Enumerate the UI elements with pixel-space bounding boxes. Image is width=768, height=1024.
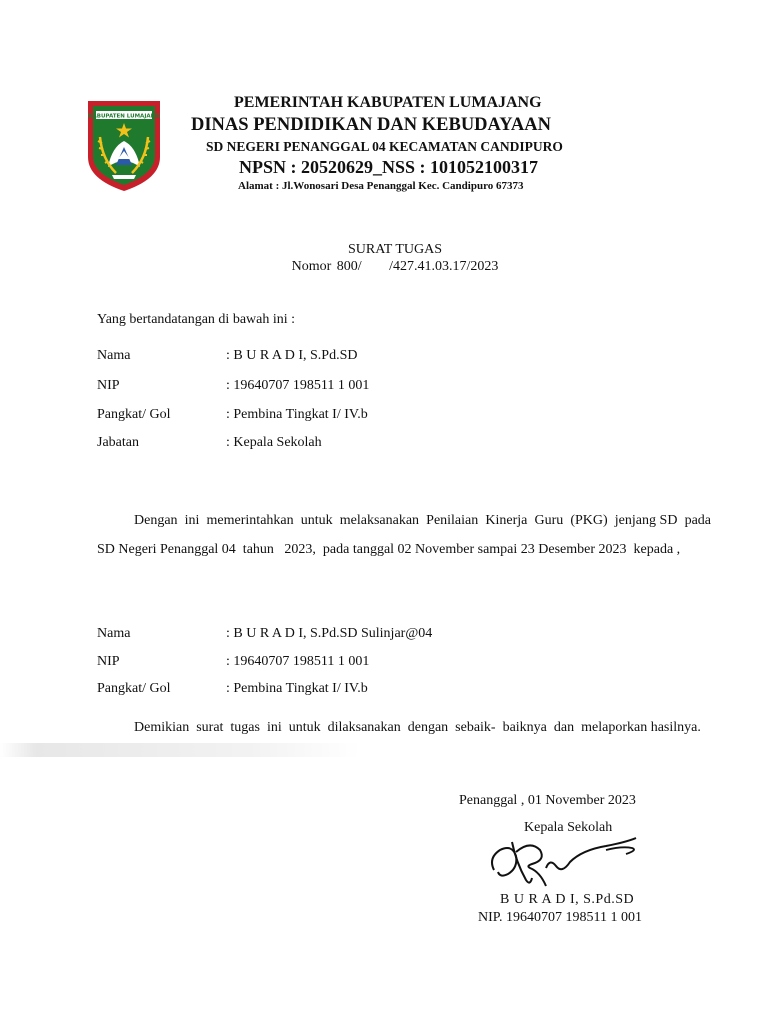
header-address: Alamat : Jl.Wonosari Desa Penanggal Kec. Candipuro 67373 xyxy=(238,180,524,192)
signer-rank-label: Pangkat/ Gol xyxy=(97,407,171,422)
signer-name-value: : B U R A D I, S.Pd.SD xyxy=(226,348,358,363)
header-school: SD NEGERI PENANGGAL 04 KECAMATAN CANDIPURO xyxy=(206,139,563,154)
signature-name: B U R A D I, S.Pd.SD xyxy=(500,892,635,907)
signer-position-label: Jabatan xyxy=(97,435,139,450)
handwritten-signature xyxy=(486,828,646,898)
assignee-rank-label: Pangkat/ Gol xyxy=(97,681,171,696)
assignee-nip-label: NIP xyxy=(97,654,120,669)
lumajang-regency-emblem xyxy=(86,97,162,193)
assignee-rank-value: : Pembina Tingkat I/ IV.b xyxy=(226,681,368,696)
svg-text:KABUPATEN LUMAJANG: KABUPATEN LUMAJANG xyxy=(88,113,160,120)
signature-nip: NIP. 19640707 198511 1 001 xyxy=(478,910,642,925)
assignee-name-value: : B U R A D I, S.Pd.SD Sulinjar@04 xyxy=(226,626,433,641)
signer-nip-value: : 19640707 198511 1 001 xyxy=(226,378,370,393)
header-government: PEMERINTAH KABUPATEN LUMAJANG xyxy=(234,94,542,111)
signer-nip-label: NIP xyxy=(97,378,120,393)
header-npsn: NPSN : 20520629_NSS : 101052100317 xyxy=(239,157,539,177)
signature-place-date: Penanggal , 01 November 2023 xyxy=(459,793,636,808)
assignee-name-label: Nama xyxy=(97,626,131,641)
signature-role: Kepala Sekolah xyxy=(524,820,613,835)
header-department: DINAS PENDIDIKAN DAN KEBUDAYAAN xyxy=(191,115,551,135)
scan-smudge xyxy=(0,743,360,757)
signer-position-value: : Kepala Sekolah xyxy=(226,435,322,450)
assignee-nip-value: : 19640707 198511 1 001 xyxy=(226,654,370,669)
signer-rank-value: : Pembina Tingkat I/ IV.b xyxy=(226,407,368,422)
intro-text: Yang bertandatangan di bawah ini : xyxy=(97,312,296,327)
document-title: SURAT TUGAS xyxy=(347,242,442,257)
signer-name-label: Nama xyxy=(97,348,131,363)
closing-paragraph: Demikian surat tugas ini untuk dilaksanakan dengan sebaik- baiknya dan melaporkan hasilnya. xyxy=(134,720,701,735)
document-number: Nomor 800/ /427.41.03.17/2023 xyxy=(291,259,499,274)
assignment-paragraph: Dengan ini memerintahkan untuk melaksanakan Penilaian Kinerja Guru (PKG) jenjang SD pada SD Negeri Penanggal 04 tahun 2023, pada tanggal 02 November sampai 23 Desember 2023 kepada , xyxy=(97,513,718,557)
